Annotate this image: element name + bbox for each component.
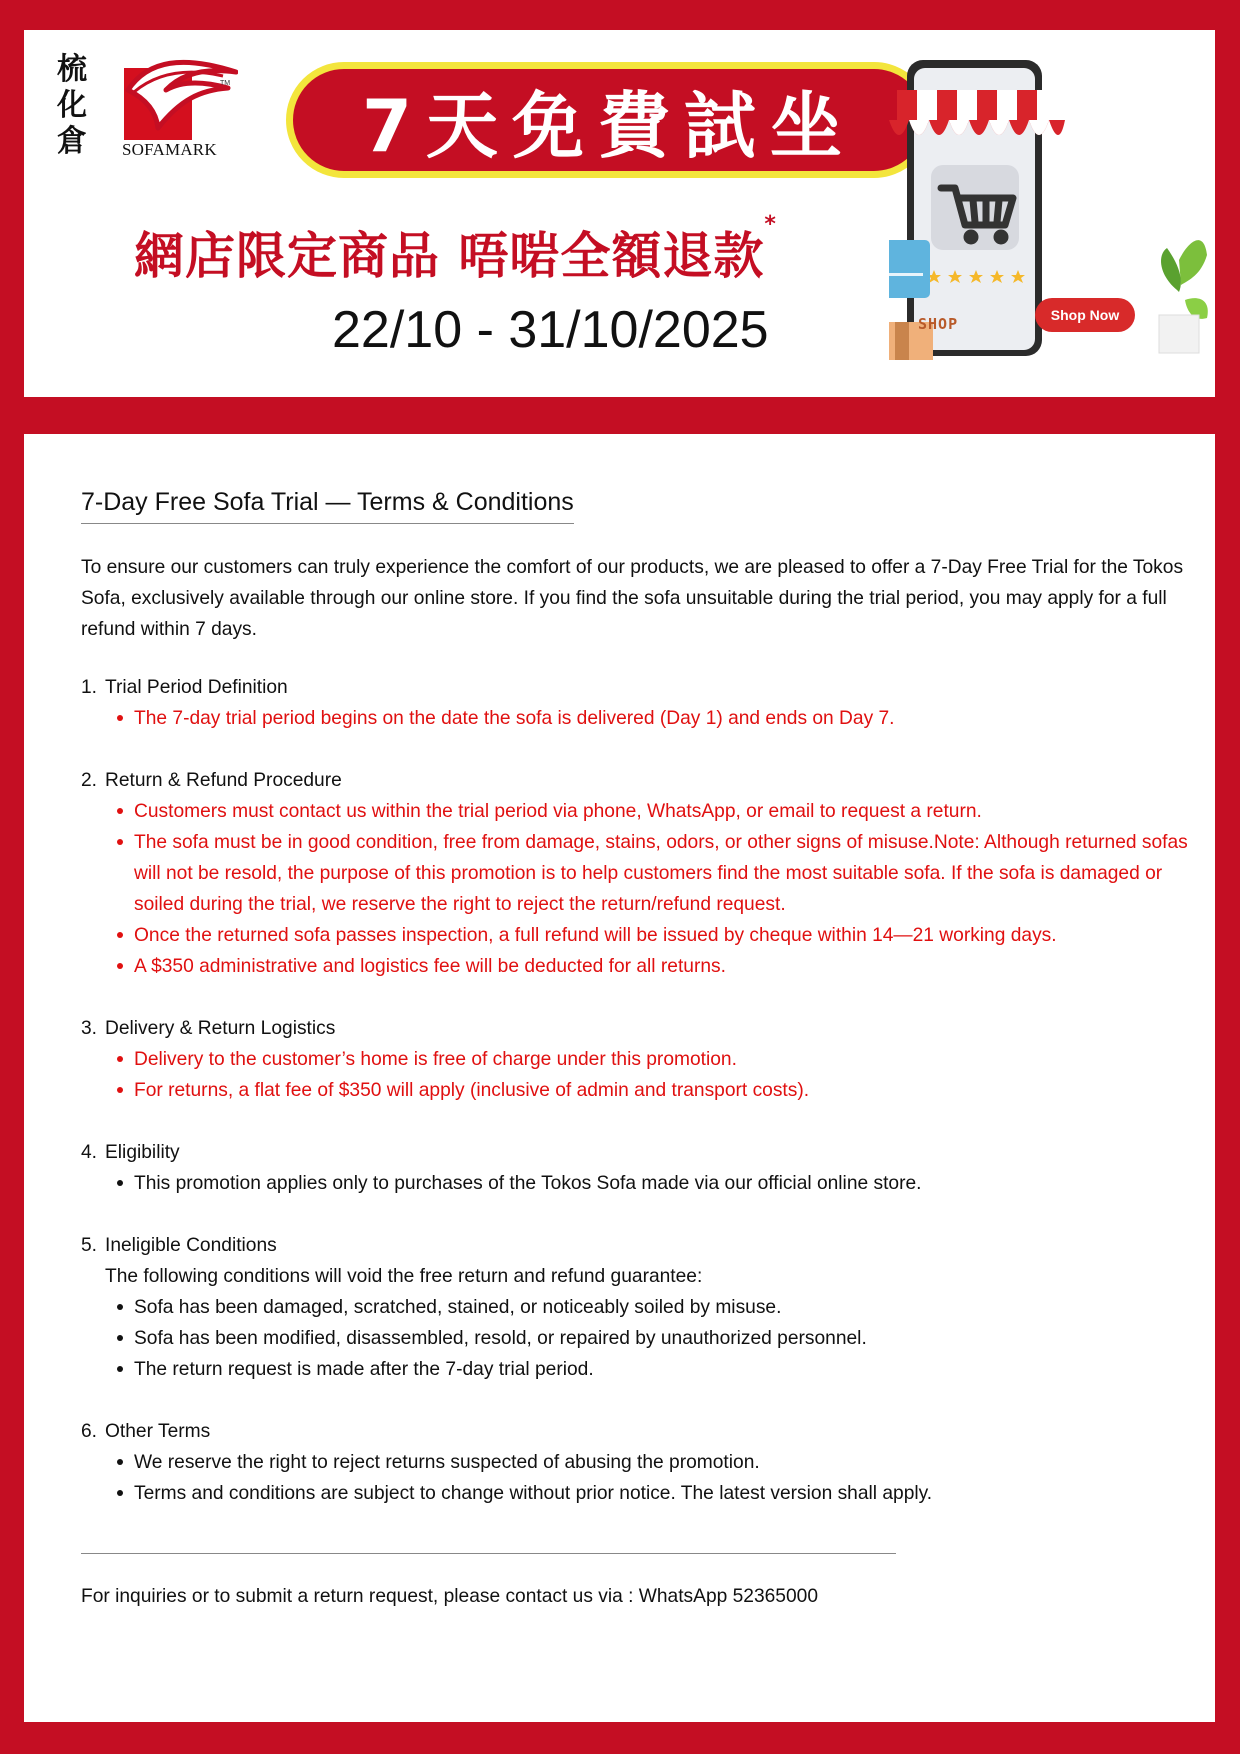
section-title: Other Terms [105, 1421, 211, 1442]
promo-banner [24, 30, 1215, 397]
section-heading [81, 1416, 1201, 1447]
section-title: Eligibility [105, 1142, 180, 1163]
section-heading [81, 765, 1201, 796]
contact-line: For inquiries or to submit a return request, please contact us via : WhatsApp 52365000 [81, 1586, 818, 1607]
bullet-item: For returns, a flat fee of $350 will apply (inclusive of admin and transport costs). [117, 1075, 1201, 1106]
terms-sections [81, 672, 1201, 1540]
terms-section [81, 765, 1201, 982]
promo-dates: 22/10 - 31/10/2025 [332, 301, 769, 359]
bullet-item: Terms and conditions are subject to change without prior notice. The latest version shall apply. [117, 1478, 1201, 1509]
headline-text: 7天免費試坐 [361, 84, 857, 168]
bullet-item: A $350 administrative and logistics fee will be deducted for all returns. [117, 951, 1201, 982]
bullet-item: Delivery to the customer’s home is free of charge under this promotion. [117, 1044, 1201, 1075]
section-number: 4. [81, 1142, 98, 1163]
section-title: Return & Refund Procedure [105, 770, 342, 791]
bullet-item: The return request is made after the 7-day trial period. [117, 1354, 1201, 1385]
trademark-mark: TM [220, 80, 231, 87]
shop-now-button: Shop Now [1035, 298, 1135, 332]
logo-brush-swash [88, 50, 238, 140]
section-title: Trial Period Definition [105, 677, 288, 698]
terms-section [81, 1416, 1201, 1509]
section-heading [81, 1013, 1201, 1044]
section-number: 2. [81, 770, 98, 791]
credit-card-icon [889, 240, 930, 298]
section-heading [81, 672, 1201, 703]
bullet-item: This promotion applies only to purchases of the Tokos Sofa made via our official online store. [117, 1168, 1201, 1199]
section-title: Ineligible Conditions [105, 1235, 277, 1256]
headline-pill [286, 62, 932, 178]
section-number: 6. [81, 1421, 98, 1442]
terms-section [81, 1230, 1201, 1385]
section-number: 3. [81, 1018, 98, 1039]
sofamark-logo [52, 50, 231, 165]
bullet-item: The 7-day trial period begins on the date the sofa is delivered (Day 1) and ends on Day 7. [117, 703, 1201, 734]
banner-subtitle [134, 212, 914, 288]
bullet-item: Once the returned sofa passes inspection, a full refund will be issued by cheque within 14—21 working days. [117, 920, 1201, 951]
section-heading [81, 1137, 1201, 1168]
bullet-item: Customers must contact us within the trial period via phone, WhatsApp, or email to request a return. [117, 796, 1201, 827]
terms-title: 7-Day Free Sofa Trial — Terms & Conditions [81, 488, 574, 524]
subtitle-text: 網店限定商品 唔啱全額退款 [134, 227, 765, 285]
footer-divider [81, 1553, 896, 1554]
terms-panel [24, 434, 1215, 1722]
section-number: 1. [81, 677, 98, 698]
section-bullet-list [81, 1168, 1201, 1199]
bullet-item: Sofa has been modified, disassembled, resold, or repaired by unauthorized personnel. [117, 1323, 1201, 1354]
subtitle-asterisk: * [764, 212, 777, 237]
section-bullet-list [81, 796, 1201, 982]
bullet-item: Sofa has been damaged, scratched, stained, or noticeably soiled by misuse. [117, 1292, 1201, 1323]
logo-brand-name: SOFAMARK [122, 140, 217, 159]
terms-section [81, 672, 1201, 734]
section-number: 5. [81, 1235, 98, 1256]
storefront-awning-icon [889, 90, 1065, 135]
section-bullet-list [81, 1044, 1201, 1106]
logo-chinese-name: 梳化倉 [57, 52, 87, 159]
section-bullet-list [81, 1447, 1201, 1509]
section-bullet-list [81, 1292, 1201, 1385]
terms-section [81, 1013, 1201, 1106]
section-heading [81, 1230, 1201, 1261]
bullet-item: The sofa must be in good condition, free from damage, stains, odors, or other signs of misuse.Note: Although returned sofas will not be resold, the purpose of this promotion is to help customers find the most suitable sofa. If the sofa is damaged or soiled during the trial, we reserve the right to reject the return/refund request. [117, 827, 1201, 920]
section-note: The following conditions will void the free return and refund guarantee: [105, 1266, 703, 1287]
terms-intro: To ensure our customers can truly experience the comfort of our products, we are pleased to offer a 7-Day Free Trial for the Tokos Sofa, exclusively available through our online store. If you find the sofa unsuitable during the trial period, you may apply for a full refund within 7 days. [81, 557, 1184, 640]
terms-section [81, 1137, 1201, 1199]
section-title: Delivery & Return Logistics [105, 1018, 336, 1039]
plant-icon [1159, 240, 1208, 353]
section-bullet-list [81, 703, 1201, 734]
bullet-item: We reserve the right to reject returns suspected of abusing the promotion. [117, 1447, 1201, 1478]
box-shop-label: SHOP [918, 315, 959, 333]
